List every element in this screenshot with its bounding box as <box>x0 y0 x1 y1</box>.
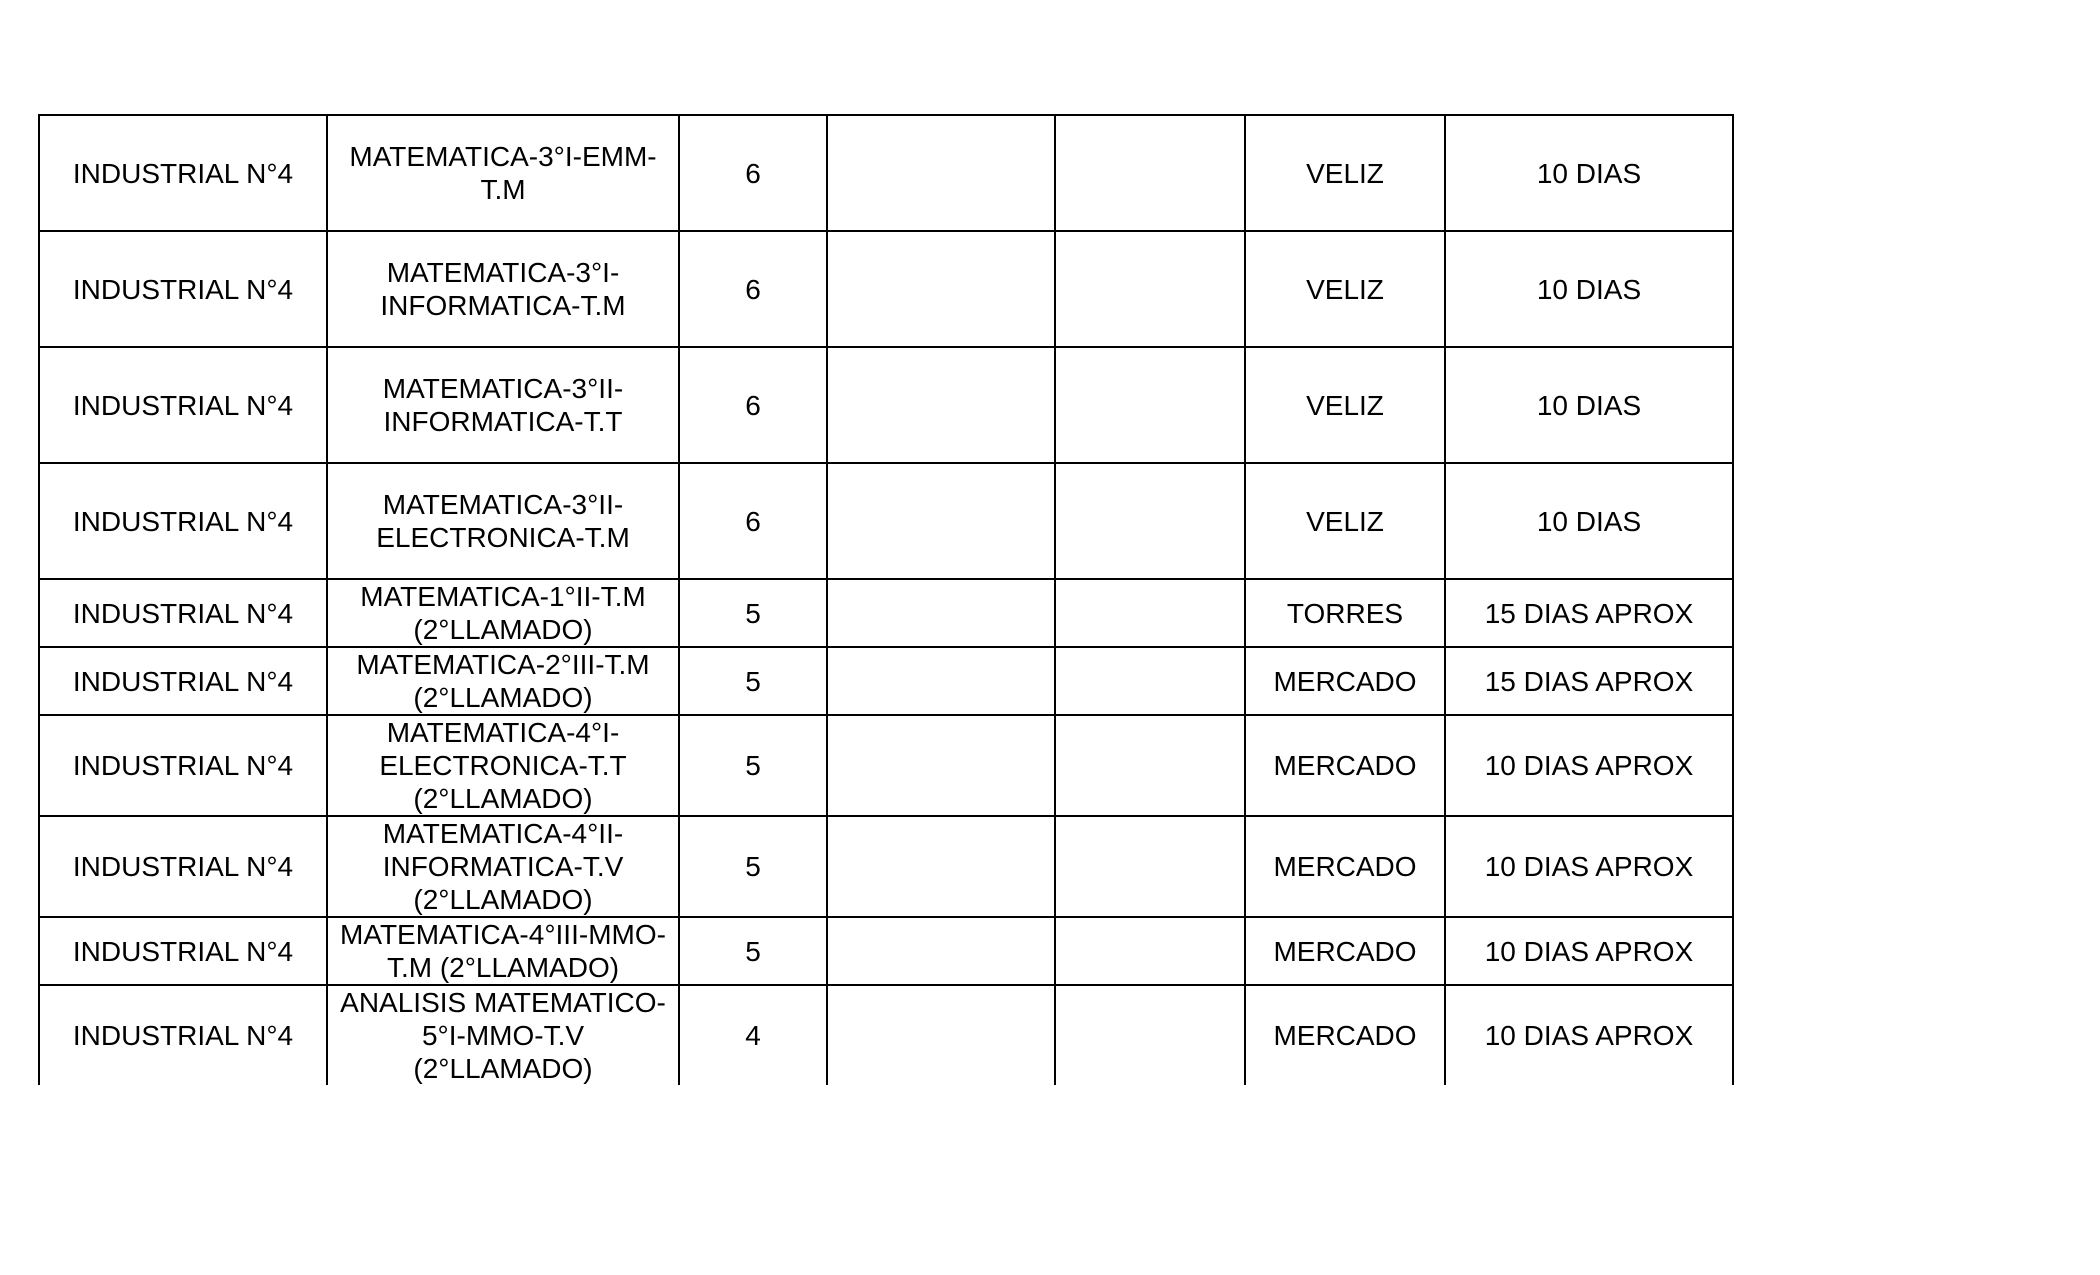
teacher-cell: MERCADO <box>1245 647 1445 715</box>
duration-cell: 10 DIAS <box>1445 115 1733 231</box>
empty-cell <box>827 115 1055 231</box>
school-cell: INDUSTRIAL N°4 <box>39 463 327 579</box>
empty-cell <box>827 463 1055 579</box>
subject-cell: MATEMATICA-2°III-T.M (2°LLAMADO) <box>327 647 679 715</box>
table-row <box>39 231 1733 347</box>
table-row <box>39 463 1733 579</box>
hours-cell: 6 <box>679 347 827 463</box>
empty-cell <box>1055 917 1245 985</box>
hours-cell: 6 <box>679 463 827 579</box>
school-cell: INDUSTRIAL N°4 <box>39 579 327 647</box>
subject-cell: MATEMATICA-4°II-INFORMATICA-T.V (2°LLAMADO) <box>327 816 679 917</box>
table-row <box>39 579 1733 647</box>
subject-cell: MATEMATICA-4°III-MMO-T.M (2°LLAMADO) <box>327 917 679 985</box>
table-row <box>39 816 1733 917</box>
empty-cell <box>1055 115 1245 231</box>
school-cell: INDUSTRIAL N°4 <box>39 985 327 1085</box>
subject-cell: MATEMATICA-1°II-T.M (2°LLAMADO) <box>327 579 679 647</box>
teacher-cell: VELIZ <box>1245 463 1445 579</box>
duration-cell: 10 DIAS APROX <box>1445 917 1733 985</box>
subject-cell: MATEMATICA-3°II-INFORMATICA-T.T <box>327 347 679 463</box>
subject-cell: MATEMATICA-3°I-EMM-T.M <box>327 115 679 231</box>
duration-cell: 10 DIAS APROX <box>1445 985 1733 1085</box>
school-cell: INDUSTRIAL N°4 <box>39 231 327 347</box>
table-row <box>39 917 1733 985</box>
hours-cell: 5 <box>679 917 827 985</box>
teacher-cell: MERCADO <box>1245 816 1445 917</box>
school-cell: INDUSTRIAL N°4 <box>39 647 327 715</box>
duration-cell: 10 DIAS <box>1445 231 1733 347</box>
teacher-cell: MERCADO <box>1245 985 1445 1085</box>
empty-cell <box>827 579 1055 647</box>
data-table <box>38 114 1734 1085</box>
teacher-cell: MERCADO <box>1245 917 1445 985</box>
hours-cell: 6 <box>679 231 827 347</box>
empty-cell <box>1055 579 1245 647</box>
subject-cell: MATEMATICA-4°I-ELECTRONICA-T.T (2°LLAMADO) <box>327 715 679 816</box>
hours-cell: 4 <box>679 985 827 1085</box>
empty-cell <box>1055 715 1245 816</box>
duration-cell: 10 DIAS <box>1445 347 1733 463</box>
school-cell: INDUSTRIAL N°4 <box>39 816 327 917</box>
hours-cell: 5 <box>679 579 827 647</box>
school-cell: INDUSTRIAL N°4 <box>39 917 327 985</box>
subject-cell: MATEMATICA-3°II-ELECTRONICA-T.M <box>327 463 679 579</box>
school-cell: INDUSTRIAL N°4 <box>39 115 327 231</box>
subject-cell: ANALISIS MATEMATICO-5°I-MMO-T.V (2°LLAMADO) <box>327 985 679 1085</box>
teacher-cell: VELIZ <box>1245 231 1445 347</box>
school-cell: INDUSTRIAL N°4 <box>39 347 327 463</box>
empty-cell <box>1055 816 1245 917</box>
duration-cell: 15 DIAS APROX <box>1445 579 1733 647</box>
hours-cell: 5 <box>679 647 827 715</box>
empty-cell <box>827 917 1055 985</box>
empty-cell <box>1055 463 1245 579</box>
duration-cell: 10 DIAS APROX <box>1445 816 1733 917</box>
duration-cell: 15 DIAS APROX <box>1445 647 1733 715</box>
school-cell: INDUSTRIAL N°4 <box>39 715 327 816</box>
hours-cell: 6 <box>679 115 827 231</box>
empty-cell <box>827 715 1055 816</box>
duration-cell: 10 DIAS APROX <box>1445 715 1733 816</box>
empty-cell <box>1055 985 1245 1085</box>
teacher-cell: VELIZ <box>1245 115 1445 231</box>
table-row <box>39 715 1733 816</box>
empty-cell <box>827 647 1055 715</box>
teacher-cell: VELIZ <box>1245 347 1445 463</box>
hours-cell: 5 <box>679 816 827 917</box>
empty-cell <box>1055 647 1245 715</box>
table-row <box>39 985 1733 1085</box>
hours-cell: 5 <box>679 715 827 816</box>
empty-cell <box>827 347 1055 463</box>
empty-cell <box>827 816 1055 917</box>
table-row <box>39 115 1733 231</box>
empty-cell <box>827 231 1055 347</box>
table-row <box>39 647 1733 715</box>
duration-cell: 10 DIAS <box>1445 463 1733 579</box>
empty-cell <box>1055 231 1245 347</box>
subject-cell: MATEMATICA-3°I-INFORMATICA-T.M <box>327 231 679 347</box>
teacher-cell: MERCADO <box>1245 715 1445 816</box>
table-row <box>39 347 1733 463</box>
empty-cell <box>1055 347 1245 463</box>
teacher-cell: TORRES <box>1245 579 1445 647</box>
empty-cell <box>827 985 1055 1085</box>
